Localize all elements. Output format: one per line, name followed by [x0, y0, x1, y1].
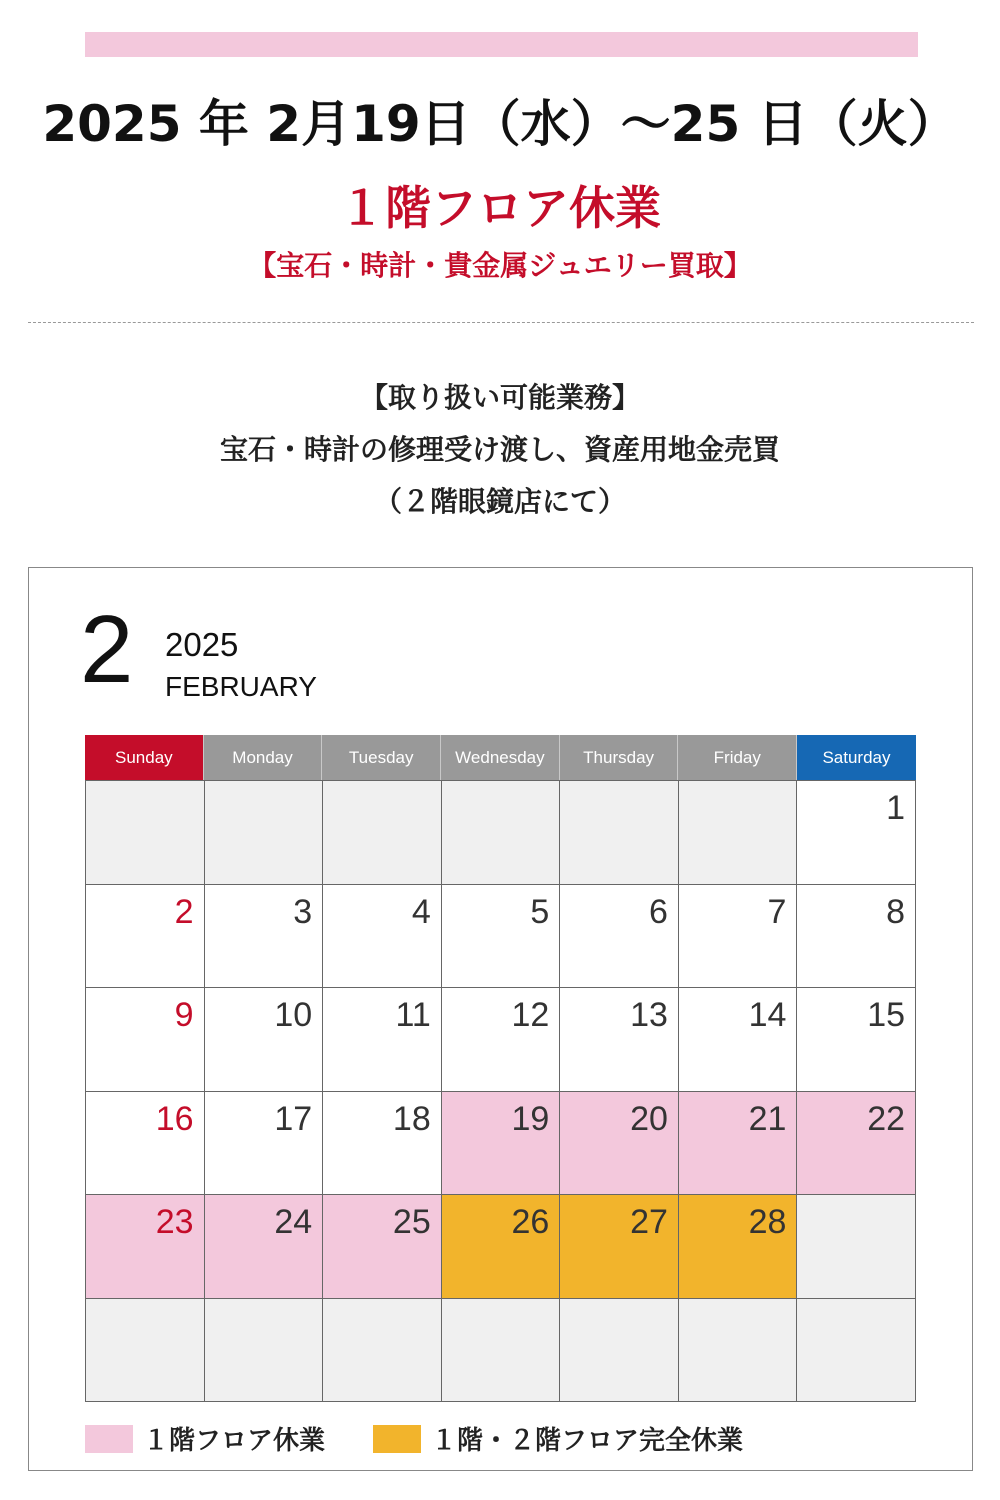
calendar-weeks	[85, 780, 916, 1402]
weekday-header-tuesday: Tuesday	[322, 735, 441, 780]
weekday-header-friday: Friday	[678, 735, 797, 780]
day-number: 6	[648, 892, 668, 931]
day-number: 2	[174, 892, 194, 931]
calendar-day-18	[323, 1092, 442, 1196]
day-number: 7	[767, 892, 787, 931]
day-number: 16	[155, 1099, 194, 1138]
day-number: 23	[155, 1203, 194, 1241]
day-number: 28	[748, 1203, 787, 1241]
calendar-day-empty	[679, 1299, 798, 1403]
calendar-day-24	[205, 1195, 324, 1299]
calendar-day-empty	[86, 781, 205, 885]
calendar-week-row	[86, 885, 916, 989]
day-number: 24	[274, 1203, 313, 1241]
calendar-day-14	[679, 988, 798, 1092]
calendar-grid	[85, 735, 916, 1402]
date-range-title: 2025 年 2月19日（水）〜25 日（火）	[42, 95, 958, 153]
calendar-week-row	[86, 1299, 916, 1403]
calendar-day-8	[797, 885, 916, 989]
weekday-header-thursday: Thursday	[560, 735, 679, 780]
day-number: 13	[630, 996, 668, 1034]
calendar-day-1	[797, 781, 916, 885]
day-number: 11	[395, 996, 431, 1034]
legend	[85, 1420, 791, 1457]
weekday-header-sunday: Sunday	[85, 735, 204, 780]
calendar-day-6	[560, 885, 679, 989]
calendar-day-22	[797, 1092, 916, 1196]
calendar-day-empty	[560, 781, 679, 885]
weekday-header-row	[85, 735, 916, 780]
day-number: 4	[411, 892, 431, 931]
calendar-month-number: 2	[80, 596, 134, 703]
calendar-day-15	[797, 988, 916, 1092]
day-number: 18	[392, 1099, 431, 1138]
calendar-day-empty	[323, 781, 442, 885]
calendar-day-5	[442, 885, 561, 989]
calendar-day-empty	[797, 1195, 916, 1299]
calendar-day-21	[679, 1092, 798, 1196]
legend-label: １階・２階フロア完全休業	[431, 1426, 744, 1456]
calendar-week-row	[86, 988, 916, 1092]
calendar-day-4	[323, 885, 442, 989]
calendar-day-11	[323, 988, 442, 1092]
calendar-day-26	[442, 1195, 561, 1299]
services-line-1: 宝石・時計の修理受け渡し、資産用地金売買	[219, 433, 780, 466]
calendar-year: 2025	[165, 626, 239, 663]
calendar-day-empty	[86, 1299, 205, 1403]
calendar-week-row	[86, 781, 916, 885]
calendar-day-20	[560, 1092, 679, 1196]
legend-swatch	[373, 1425, 421, 1453]
calendar-day-empty	[797, 1299, 916, 1403]
calendar-day-12	[442, 988, 561, 1092]
closure-subtitle: 【宝石・時計・貴金属ジュエリー買取】	[248, 249, 752, 282]
day-number: 3	[293, 892, 313, 931]
day-number: 17	[274, 1099, 313, 1138]
legend-label: １階フロア休業	[143, 1426, 326, 1456]
calendar-day-empty	[205, 781, 324, 885]
calendar-day-2	[86, 885, 205, 989]
calendar-day-23	[86, 1195, 205, 1299]
calendar-week-row	[86, 1092, 916, 1196]
legend-swatch	[85, 1425, 133, 1453]
day-number: 12	[511, 996, 550, 1034]
calendar-day-10	[205, 988, 324, 1092]
calendar-day-13	[560, 988, 679, 1092]
calendar-day-19	[442, 1092, 561, 1196]
calendar-day-25	[323, 1195, 442, 1299]
day-number: 27	[630, 1203, 668, 1241]
weekday-header-saturday: Saturday	[797, 735, 916, 780]
day-number: 25	[392, 1203, 431, 1241]
weekday-header-wednesday: Wednesday	[441, 735, 560, 780]
services-heading: 【取り扱い可能業務】	[359, 381, 640, 414]
calendar-day-empty	[442, 1299, 561, 1403]
calendar-day-17	[205, 1092, 324, 1196]
day-number: 26	[511, 1203, 550, 1241]
calendar-week-row	[86, 1195, 916, 1299]
day-number: 5	[530, 892, 550, 931]
services-block	[0, 372, 1000, 528]
day-number: 9	[174, 996, 194, 1034]
day-number: 14	[748, 996, 787, 1034]
day-number: 20	[630, 1099, 668, 1138]
calendar-day-empty	[442, 781, 561, 885]
day-number: 8	[886, 892, 906, 931]
dashed-divider	[28, 322, 974, 323]
top-accent-bar	[85, 32, 918, 57]
legend-item	[85, 1420, 325, 1457]
day-number: 10	[274, 996, 313, 1034]
services-line-2: （２階眼鏡店にて）	[373, 485, 626, 518]
day-number: 19	[511, 1099, 550, 1138]
day-number: 15	[867, 996, 906, 1034]
weekday-header-monday: Monday	[204, 735, 323, 780]
calendar-day-7	[679, 885, 798, 989]
calendar-day-3	[205, 885, 324, 989]
calendar-day-16	[86, 1092, 205, 1196]
calendar-day-27	[560, 1195, 679, 1299]
calendar-month-name: FEBRUARY	[165, 671, 317, 702]
day-number: 1	[886, 789, 906, 827]
calendar-day-9	[86, 988, 205, 1092]
calendar-day-28	[679, 1195, 798, 1299]
calendar-day-empty	[560, 1299, 679, 1403]
day-number: 21	[748, 1099, 787, 1138]
calendar-day-empty	[323, 1299, 442, 1403]
calendar-day-empty	[679, 781, 798, 885]
day-number: 22	[867, 1099, 906, 1138]
legend-item	[373, 1420, 743, 1457]
calendar-day-empty	[205, 1299, 324, 1403]
closure-title: １階フロア休業	[339, 181, 661, 235]
